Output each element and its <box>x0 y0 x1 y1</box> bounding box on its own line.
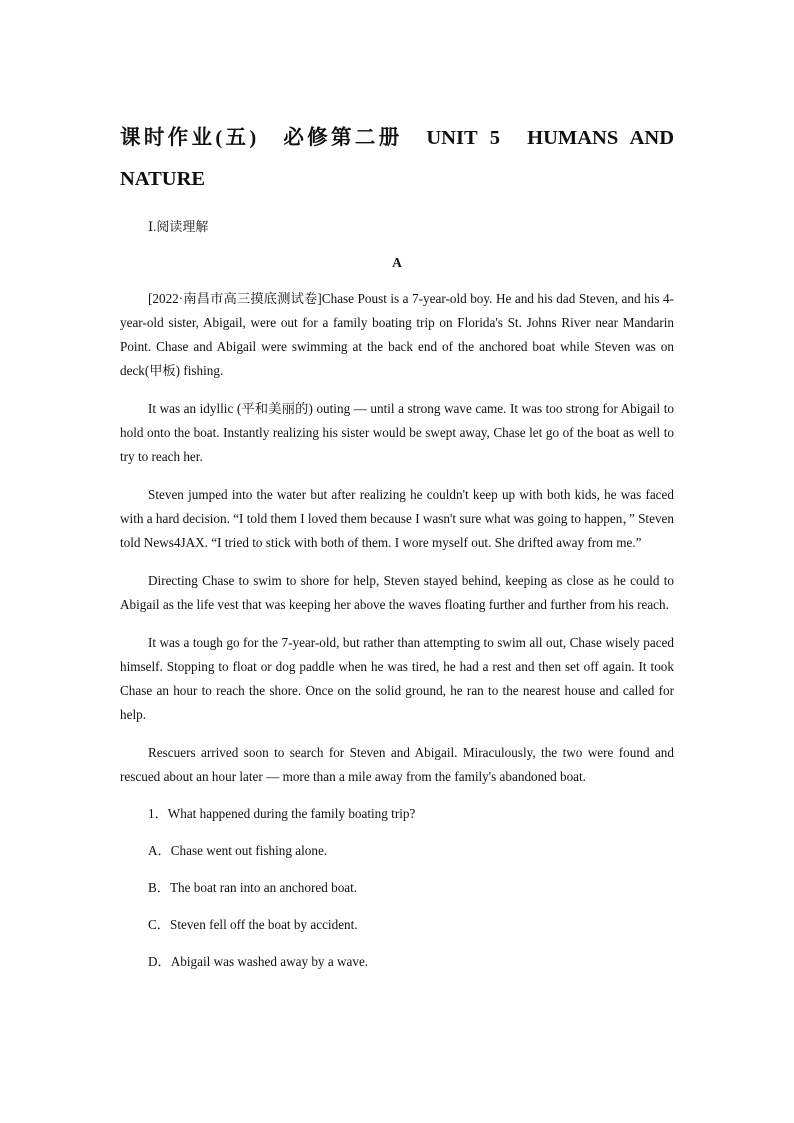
answer-option-a[interactable]: A．Chase went out fishing alone. <box>148 843 328 858</box>
passage-paragraph: It was an idyllic (平和美丽的) outing — until a strong wave came. It was too strong for Abigail to hold onto the boat. Instantly realizing his sister would be swept away, Chase let go of the boat as well to try to reach her. <box>120 401 674 464</box>
section-heading-reading: Ⅰ.阅读理解 <box>148 219 209 234</box>
worksheet-page <box>120 118 674 974</box>
answer-option-c[interactable]: C．Steven fell off the boat by accident. <box>148 917 358 932</box>
question-1: 1．What happened during the family boating trip? <box>148 806 416 821</box>
page-title: 课时作业(五) 必修第二册 UNIT 5 HUMANS AND NATURE <box>120 127 674 190</box>
passage-paragraph: Steven jumped into the water but after realizing he couldn't keep up with both kids, he was faced with a hard decision. “I told them I loved them because I wasn't sure what was going to happen，” Steven told News4JAX. “I tried to stick with both of them. I wore myself out. She drifted away from me.” <box>120 487 674 550</box>
passage-label: A <box>392 255 402 270</box>
answer-option-d[interactable]: D．Abigail was washed away by a wave. <box>148 954 369 969</box>
passage-paragraph: [2022·南昌市高三摸底测试卷]Chase Poust is a 7-year-old boy. He and his dad Steven, and his 4-year-old sister, Abigail, were out for a family boating trip on Florida's St. Johns River near Mandarin Point. Chase and Abigail were swimming at the back end of the anchored boat while Steven was on deck(甲板) fishing. <box>120 291 674 378</box>
passage-paragraph: Directing Chase to swim to shore for help, Steven stayed behind, keeping as close as he could to Abigail as the life vest that was keeping her above the waves floating further and further from his reach. <box>120 573 674 612</box>
answer-option-b[interactable]: B．The boat ran into an anchored boat. <box>148 880 358 895</box>
passage-paragraph: It was a tough go for the 7-year-old, but rather than attempting to swim all out, Chase wisely paced himself. Stopping to float or dog paddle when he was tired, he had a rest and then set off again. It took Chase an hour to reach the shore. Once on the solid ground, he ran to the nearest house and called for help. <box>120 635 674 722</box>
passage-paragraph: Rescuers arrived soon to search for Steven and Abigail. Miraculously, the two were found and rescued about an hour later — more than a mile away from the family's abandoned boat. <box>120 745 674 784</box>
